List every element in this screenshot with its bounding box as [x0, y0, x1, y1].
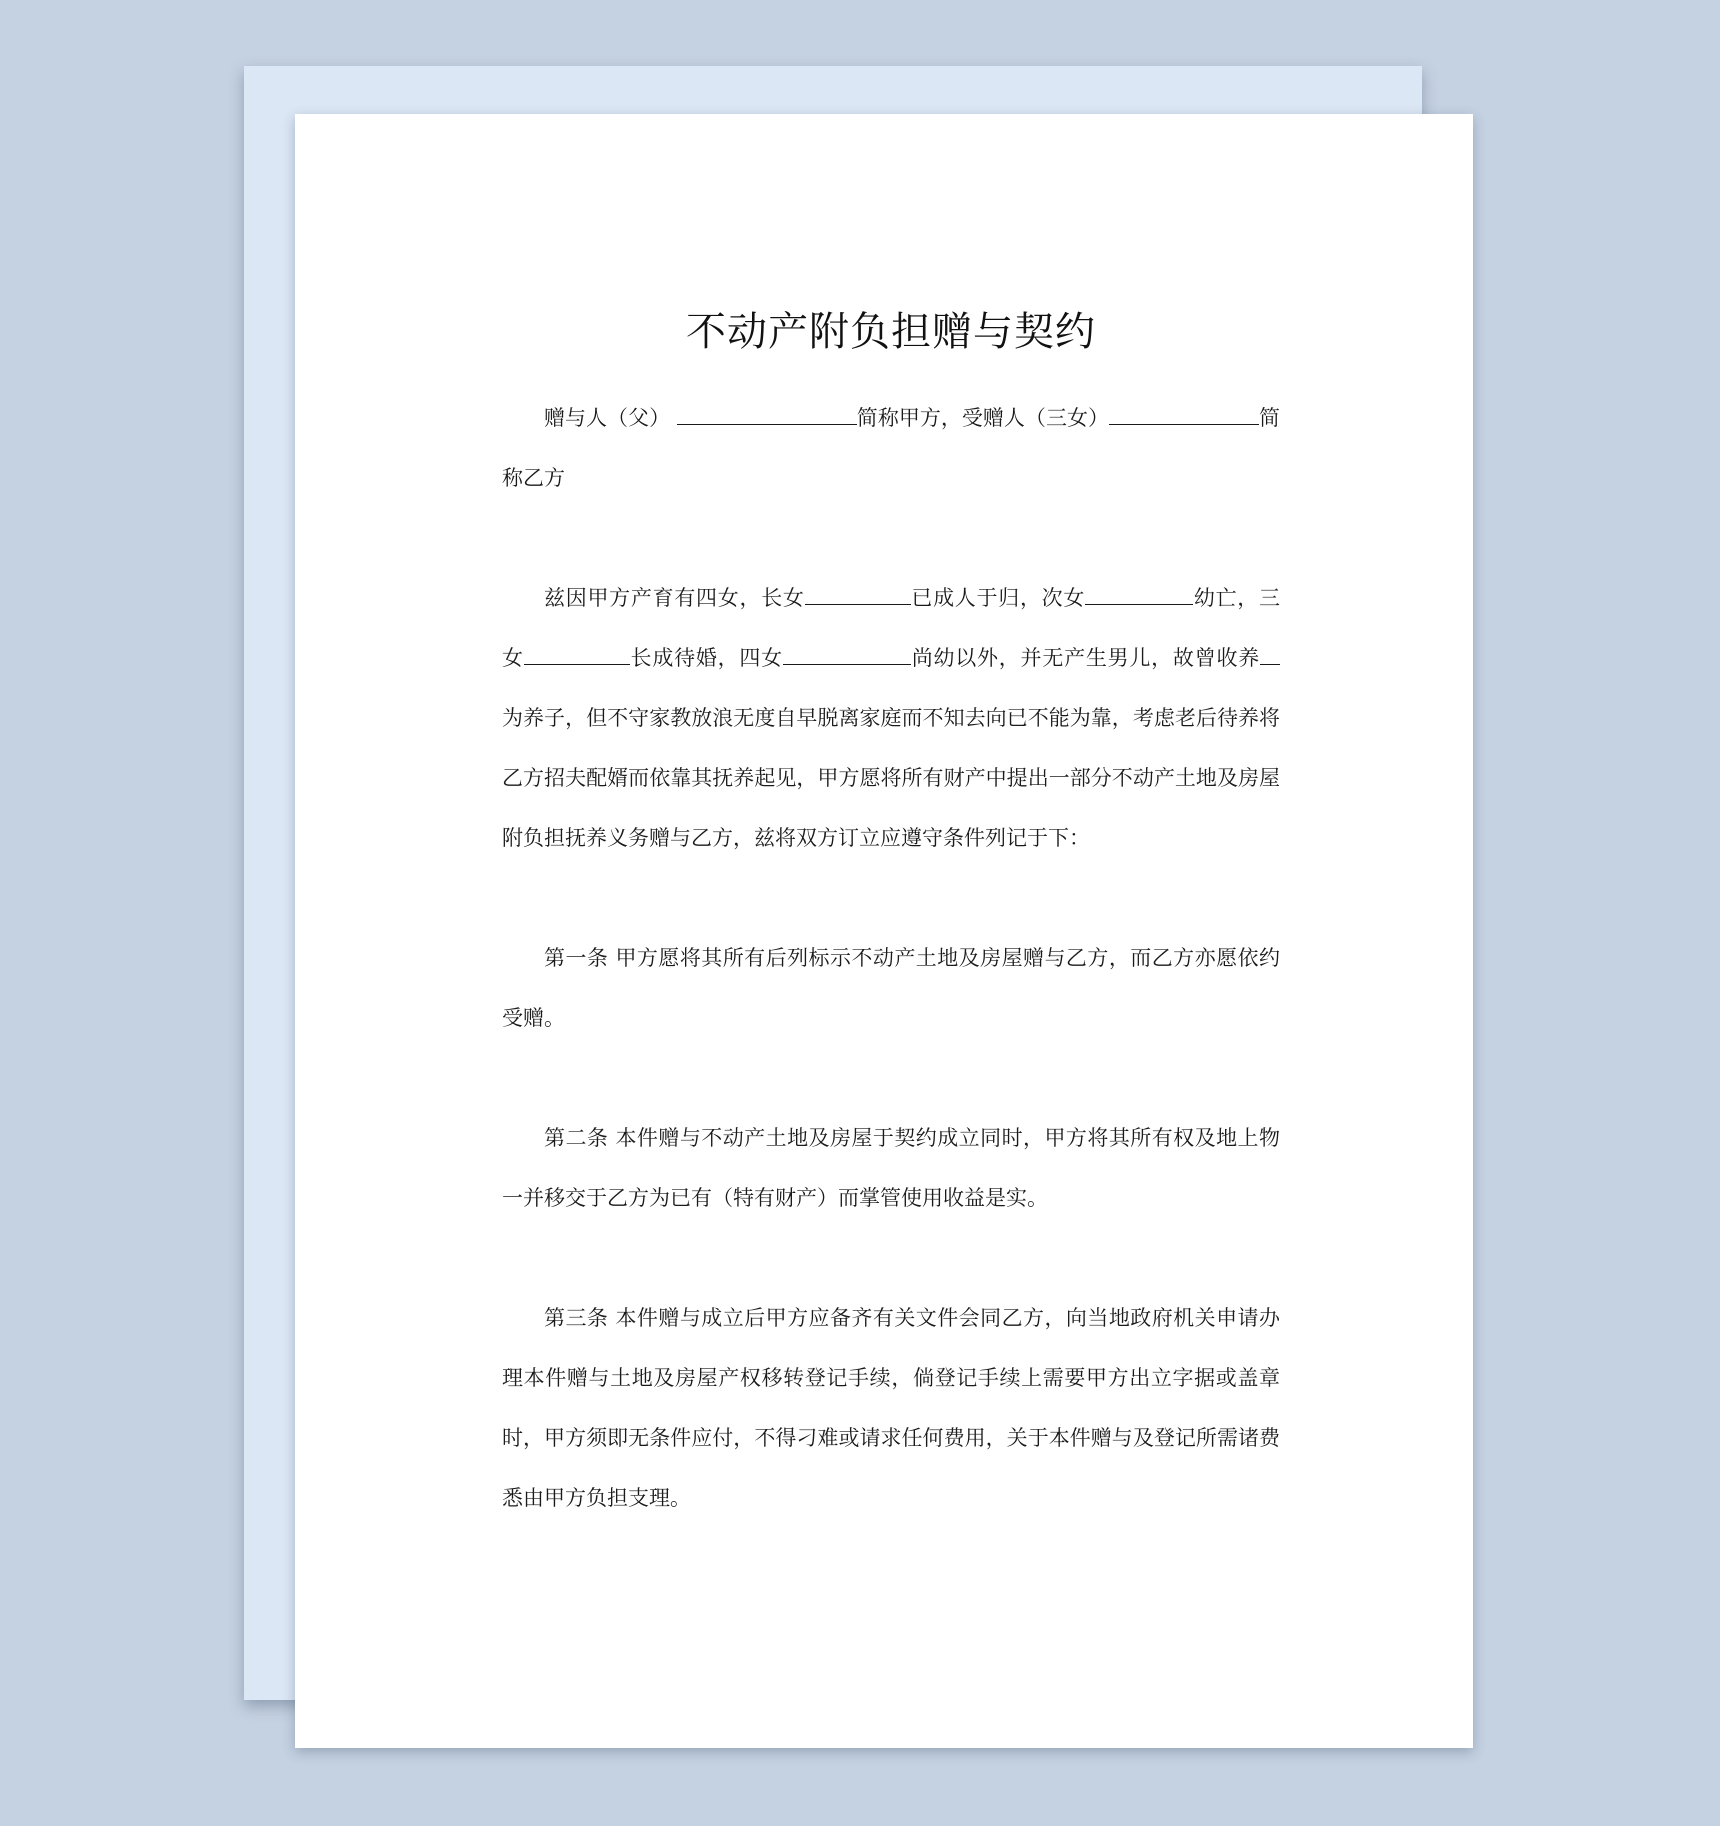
- donee-name-blank: [1109, 404, 1259, 425]
- preamble-part-4: 长成待婚，四女: [629, 646, 783, 670]
- preamble-part-2: 已成人于归，次女: [910, 586, 1086, 610]
- article-2: 第二条 本件赠与不动产土地及房屋于契约成立同时，甲方将其所有权及地上物一并移交于乙方为已有（特有财产）而掌管使用收益是实。: [502, 1126, 1280, 1210]
- document-title: 不动产附负担赠与契约: [686, 309, 1096, 355]
- second-daughter-blank: [1085, 584, 1193, 605]
- fourth-daughter-blank: [783, 644, 911, 665]
- preamble-part-1: 兹因甲方产育有四女，长女: [544, 586, 805, 610]
- donor-name-blank: [677, 404, 857, 425]
- eldest-daughter-blank: [805, 584, 911, 605]
- document-page: [295, 114, 1473, 1748]
- document-body: [502, 304, 1280, 1528]
- preamble-part-5: 尚幼以外，并无产生男儿，故曾收养: [910, 646, 1261, 670]
- adopted-son-blank: [1260, 644, 1280, 665]
- preamble-paragraph: [502, 568, 1280, 868]
- article-1: 第一条 甲方愿将其所有后列标示不动产土地及房屋赠与乙方，而乙方亦愿依约受赠。: [502, 946, 1280, 1030]
- article-3: 第三条 本件赠与成立后甲方应备齐有关文件会同乙方，向当地政府机关申请办理本件赠与土地及房屋产权移转登记手续，倘登记手续上需要甲方出立字据或盖章时，甲方须即无条件应付，不得刁难或请求任何费用，关于本件赠与及登记所需诸费悉由甲方负担支理。: [502, 1306, 1280, 1510]
- parties-paragraph: [502, 388, 1280, 508]
- donor-suffix: 简称甲方，受赠人（三女）: [856, 406, 1109, 430]
- donee-suffix: 简称乙方: [502, 406, 1281, 490]
- preamble-part-6: 为养子，但不守家教放浪无度自早脱离家庭而不知去向已不能为靠，考虑老后待养将乙方招夫配婿而依靠其抚养起见，甲方愿将所有财产中提出一部分不动产土地及房屋附负担抚养义务赠与乙方，兹将双方订立应遵守条件列记于下：: [502, 706, 1280, 850]
- third-daughter-blank: [524, 644, 630, 665]
- preamble-part-3: 幼亡，三女: [502, 586, 1281, 670]
- donor-label: 赠与人（父）: [544, 406, 671, 430]
